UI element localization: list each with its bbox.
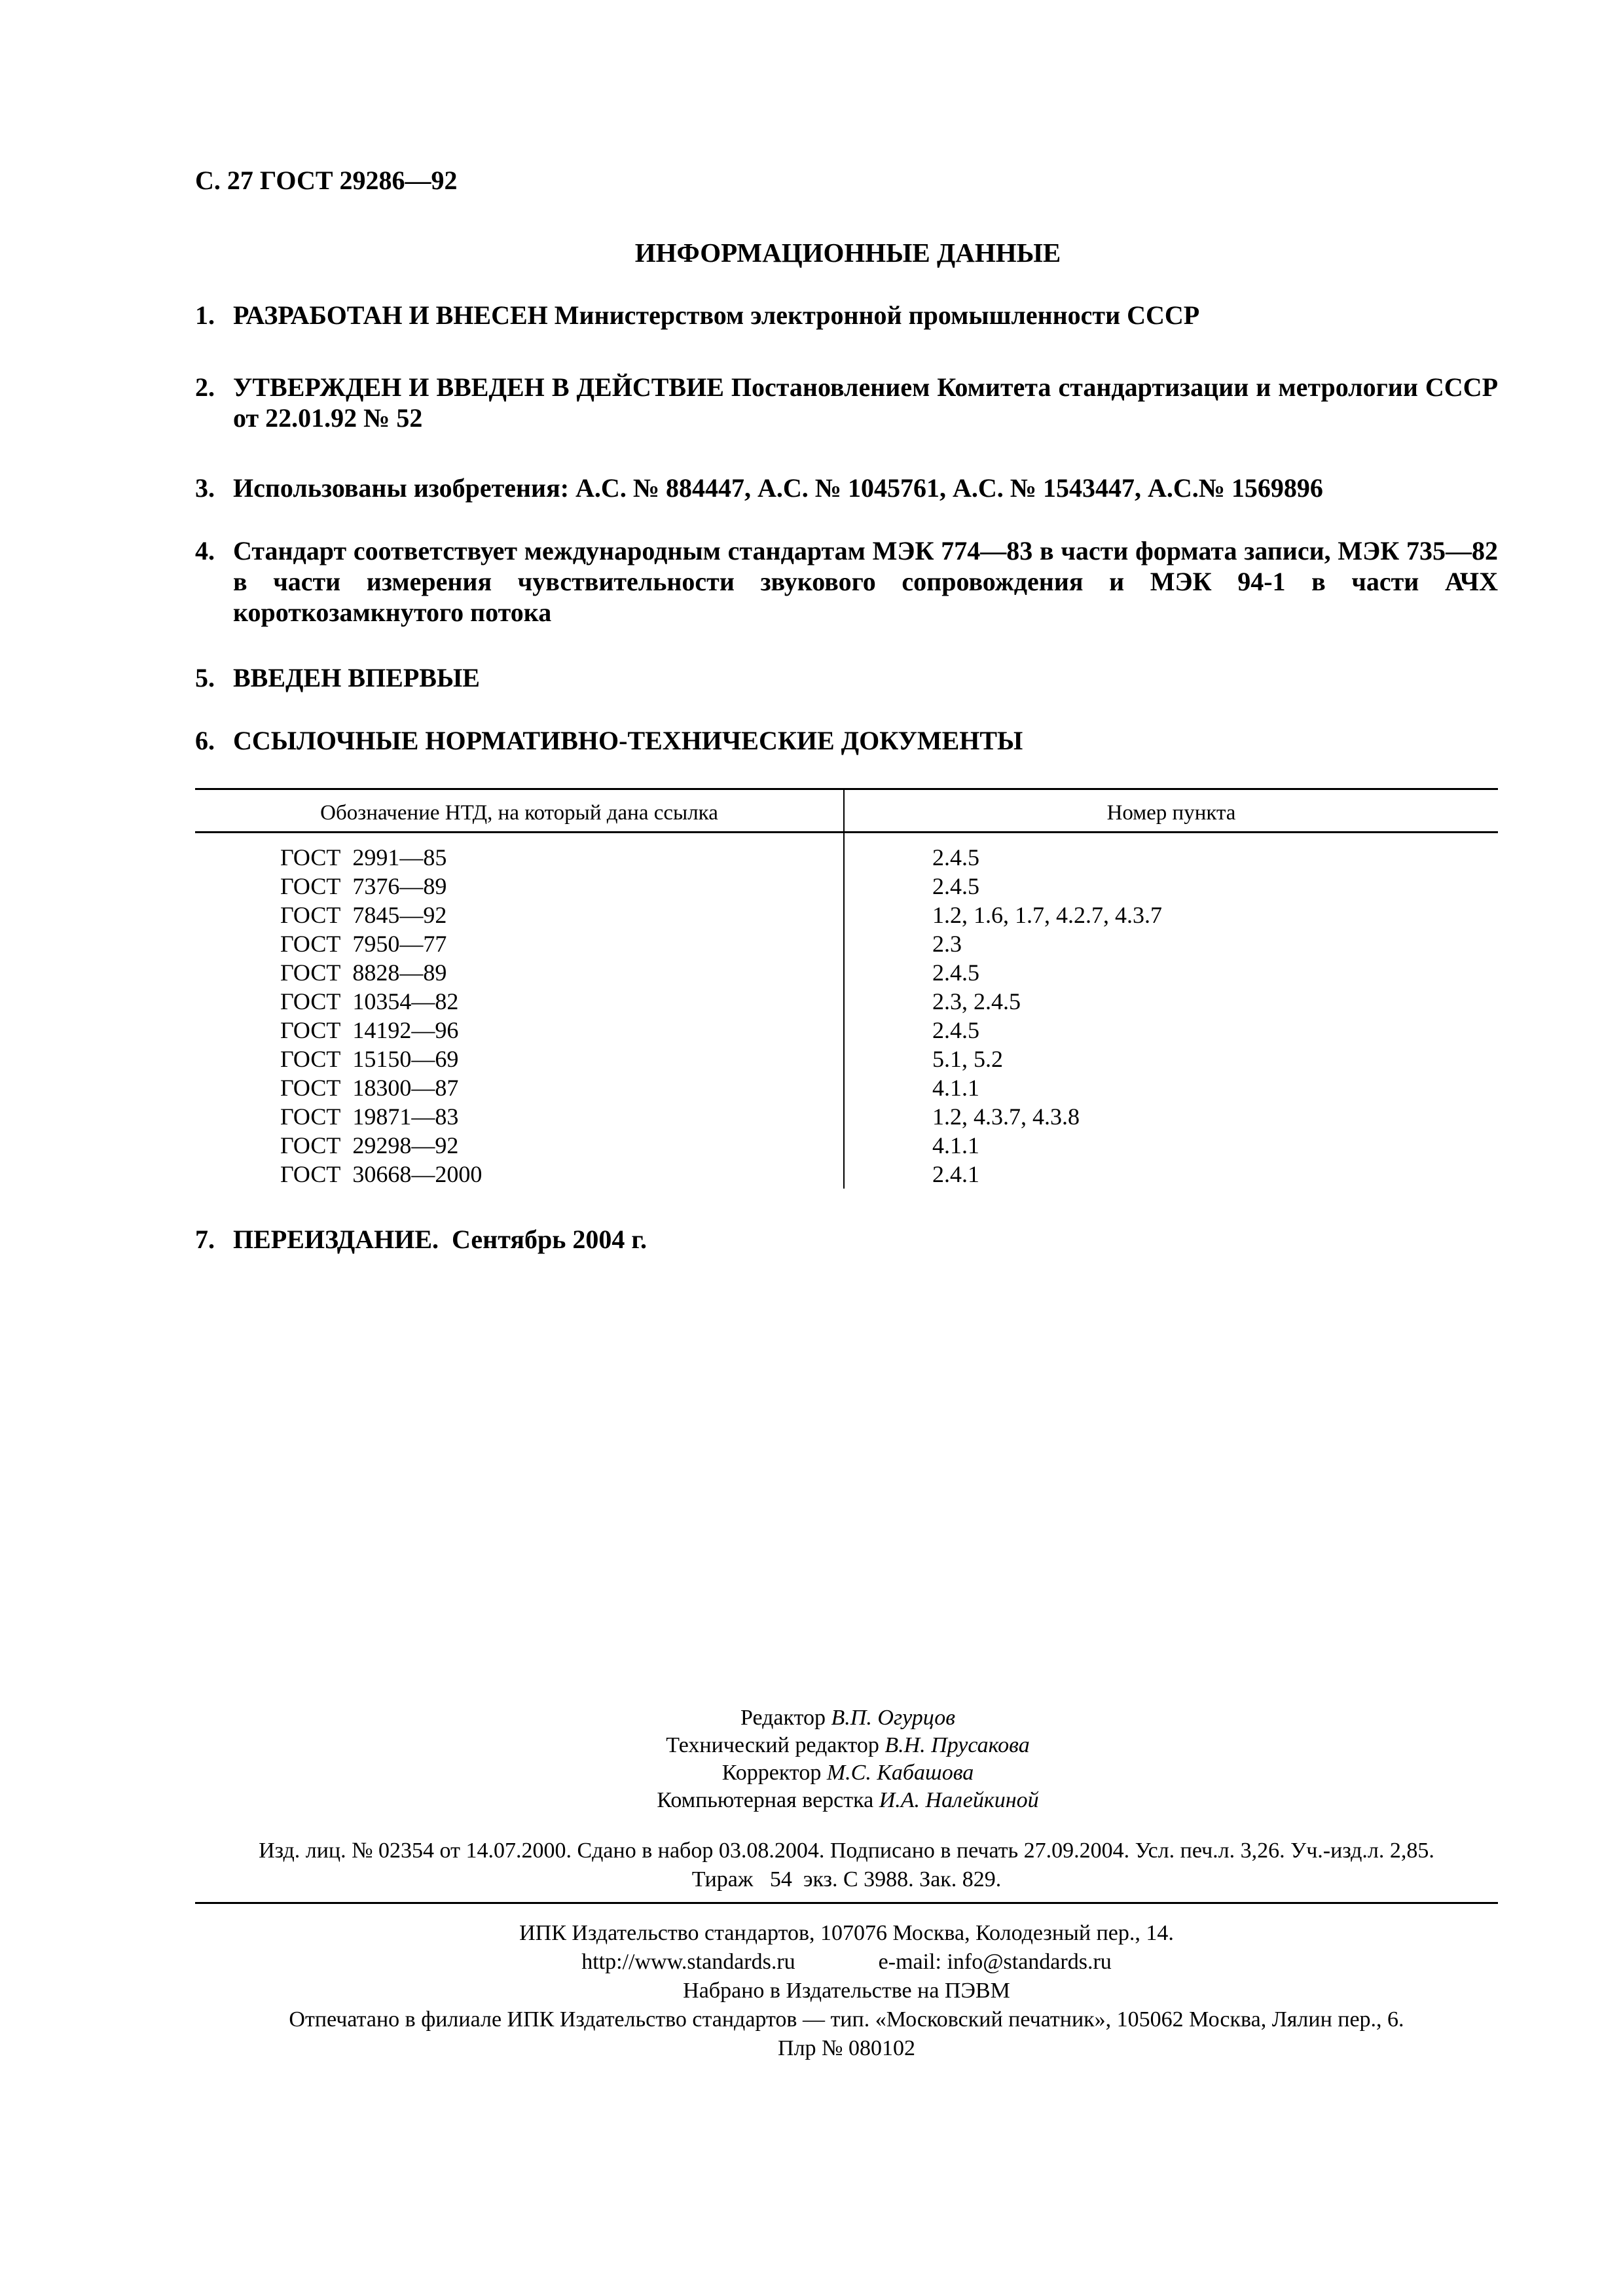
imprint [195, 1837, 1498, 1894]
table-cell-document: ГОСТ 14192—96 [280, 1017, 459, 1043]
publisher-license: Плр № 080102 [778, 2036, 915, 2060]
info-item-6 [195, 725, 1498, 756]
credit-role: Редактор [740, 1706, 826, 1730]
credit-role: Технический редактор [666, 1733, 879, 1757]
table-column-divider [843, 788, 845, 1189]
info-item-4 [195, 535, 1498, 628]
table-cell-clause: 2.4.5 [932, 844, 979, 870]
item-body [233, 535, 1498, 628]
table-cell-document: ГОСТ 7376—89 [280, 873, 447, 899]
table-cell-document: ГОСТ 29298—92 [280, 1132, 459, 1158]
item-body [233, 300, 1498, 331]
item-text: Сентябрь 2004 г. [439, 1225, 647, 1254]
table-column-clauses [932, 843, 1162, 1189]
item-lead: ПЕРЕИЗДАНИЕ. [233, 1225, 439, 1254]
item-number: 2. [195, 372, 215, 402]
item-body [233, 662, 1498, 693]
credit-name: В.Н. Прусакова [884, 1733, 1030, 1757]
publisher-contacts [195, 1948, 1498, 1977]
table-top-rule [195, 788, 1498, 790]
table-cell-clause: 5.1, 5.2 [932, 1046, 1003, 1072]
editorial-credits [0, 1704, 1623, 1814]
imprint-line-1: Изд. лиц. № 02354 от 14.07.2000. Сдано в набор 03.08.2004. Подписано в печать 27.09.2004. Усл. печ.л. 3,26. Уч.-изд.л. 2,85. [259, 1839, 1434, 1863]
publisher-url[interactable]: http://www.standards.ru [581, 1950, 795, 1974]
credit-role: Корректор [721, 1761, 822, 1785]
publisher-typeset: Набрано в Издательстве на ПЭВМ [683, 1979, 1010, 2003]
table-column-documents [280, 843, 482, 1189]
item-lead: ВВЕДЕН ВПЕРВЫЕ [233, 663, 480, 692]
table-cell-clause: 1.2, 1.6, 1.7, 4.2.7, 4.3.7 [932, 902, 1162, 928]
item-text: Использованы изобретения: А.С. № 884447, А.С. № 1045761, А.С. № 1543447, А.С.№ 1569896 [233, 473, 1323, 503]
item-number: 3. [195, 473, 215, 503]
imprint-divider [195, 1902, 1498, 1904]
table-cell-clause: 2.4.5 [932, 1017, 979, 1043]
document-title: ИНФОРМАЦИОННЫЕ ДАННЫЕ [634, 238, 1061, 268]
table-header-document: Обозначение НТД, на который дана ссылка [320, 801, 718, 825]
credit-line [0, 1759, 1623, 1787]
publisher-email[interactable]: e-mail: info@standards.ru [878, 1950, 1112, 1974]
info-item-2 [195, 372, 1498, 433]
publisher-info [195, 1919, 1498, 2063]
table-cell-document: ГОСТ 18300—87 [280, 1075, 459, 1101]
table-cell-document: ГОСТ 30668—2000 [280, 1161, 483, 1187]
credit-line [0, 1732, 1623, 1759]
item-body [233, 473, 1498, 503]
item-lead: ССЫЛОЧНЫЕ НОРМАТИВНО-ТЕХНИЧЕСКИЕ ДОКУМЕНТЫ [233, 726, 1023, 755]
publisher-address: ИПК Издательство стандартов, 107076 Москва, Колодезный пер., 14. [519, 1921, 1174, 1945]
item-body [233, 372, 1498, 433]
info-item-5 [195, 662, 1498, 693]
item-lead: УТВЕРЖДЕН И ВВЕДЕН В ДЕЙСТВИЕ [233, 372, 724, 402]
table-cell-clause: 1.2, 4.3.7, 4.3.8 [932, 1103, 1080, 1130]
credit-line [0, 1704, 1623, 1732]
table-cell-document: ГОСТ 19871—83 [280, 1103, 459, 1130]
item-body [233, 1224, 1498, 1255]
credit-name: В.П. Огурцов [831, 1706, 955, 1730]
page-header: С. 27 ГОСТ 29286—92 [195, 166, 458, 195]
info-item-3 [195, 473, 1498, 503]
credit-line [0, 1787, 1623, 1814]
credit-name: М.С. Кабашова [826, 1761, 974, 1785]
publisher-printed: Отпечатано в филиале ИПК Издательство стандартов — тип. «Московский печатник», 105062 Москва, Лялин пер., 6. [289, 2007, 1404, 2032]
table-cell-clause: 4.1.1 [932, 1132, 979, 1158]
table-cell-clause: 2.4.1 [932, 1161, 979, 1187]
table-cell-document: ГОСТ 7950—77 [280, 931, 447, 957]
item-number: 7. [195, 1225, 215, 1254]
table-cell-document: ГОСТ 15150—69 [280, 1046, 459, 1072]
table-cell-clause: 2.4.5 [932, 960, 979, 986]
table-cell-document: ГОСТ 7845—92 [280, 902, 447, 928]
item-number: 5. [195, 663, 215, 692]
info-item-7 [195, 1224, 1498, 1255]
info-item-1 [195, 300, 1498, 331]
item-number: 6. [195, 726, 215, 755]
table-cell-clause: 2.3 [932, 931, 962, 957]
table-cell-clause: 2.3, 2.4.5 [932, 988, 1021, 1014]
item-text: Стандарт соответствует международным стандартам МЭК 774—83 в части формата записи, МЭК 735—82 в части измерения чувствительности звукового сопровождения и МЭК 94-1 в части АЧХ короткозамкнутого потока [233, 536, 1498, 627]
table-header-clause: Номер пункта [1106, 801, 1236, 825]
item-number: 4. [195, 536, 215, 565]
table-cell-document: ГОСТ 8828—89 [280, 960, 447, 986]
credit-name: И.А. Налейкиной [879, 1788, 1039, 1812]
table-cell-clause: 4.1.1 [932, 1075, 979, 1101]
table-cell-document: ГОСТ 2991—85 [280, 844, 447, 870]
imprint-line-2: Тираж 54 экз. С 3988. Зак. 829. [691, 1867, 1002, 1892]
item-body [233, 725, 1498, 756]
table-header-rule [195, 831, 1498, 833]
table-cell-clause: 2.4.5 [932, 873, 979, 899]
item-number: 1. [195, 300, 215, 330]
item-text: Постановлением Комитета стандартизации и метрологии СССР от 22.01.92 № 52 [233, 372, 1499, 433]
credit-role: Компьютерная верстка [657, 1788, 874, 1812]
item-text: Министерством электронной промышленности СССР [547, 300, 1200, 330]
item-lead: РАЗРАБОТАН И ВНЕСЕН [233, 300, 548, 330]
table-cell-document: ГОСТ 10354—82 [280, 988, 459, 1014]
